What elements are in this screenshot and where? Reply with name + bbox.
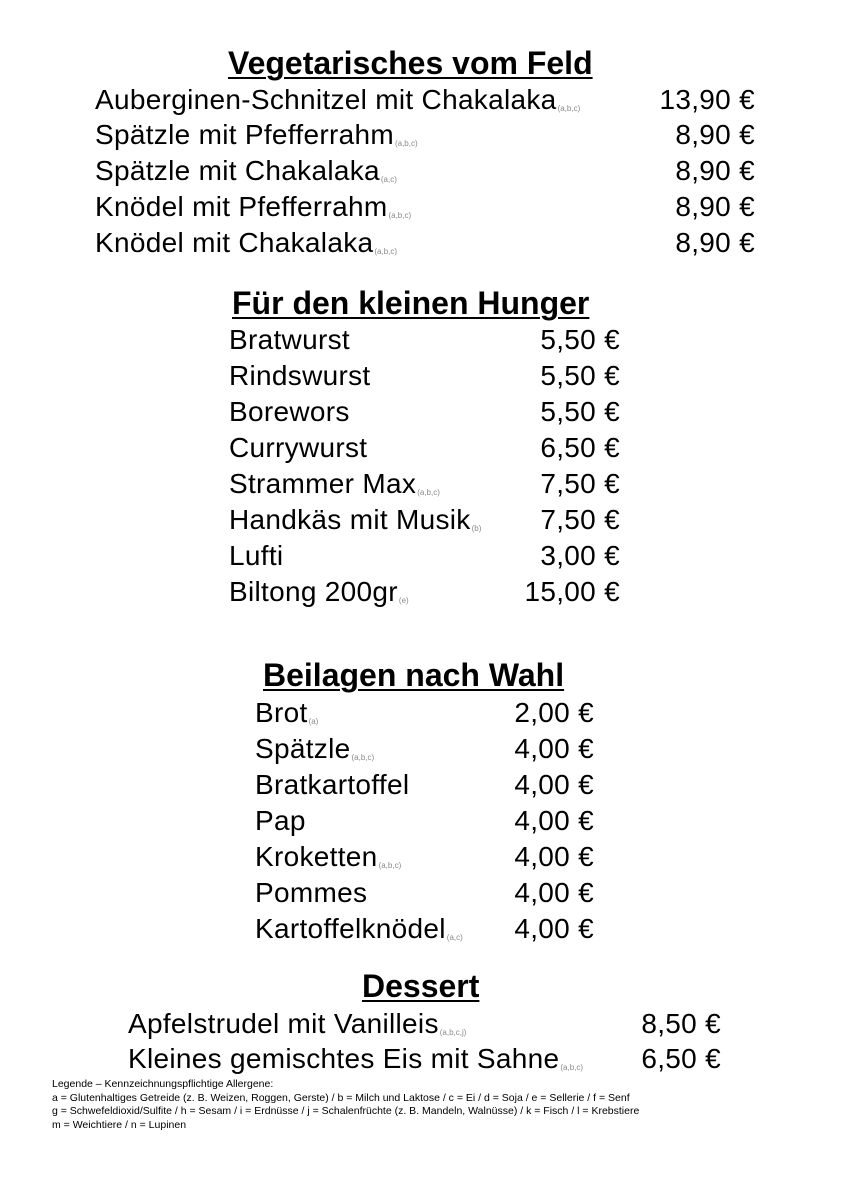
item-name: Pommes bbox=[255, 877, 368, 908]
item-name: Knödel mit Pfefferrahm bbox=[95, 191, 388, 222]
item-price: 8,90 € bbox=[675, 119, 755, 150]
item-name: Borewors bbox=[229, 396, 350, 427]
item-price: 13,90 € bbox=[659, 84, 755, 115]
item-allergens: (a,b,c) bbox=[417, 488, 440, 497]
legend-heading: Legende – Kennzeichnungspflichtige Allergene: bbox=[52, 1078, 274, 1090]
item-name: Spätzle mit Pfefferrahm bbox=[95, 119, 394, 150]
item-name: Kroketten bbox=[255, 841, 378, 872]
item-price: 8,90 € bbox=[675, 191, 755, 222]
item-allergens: (a,b,c) bbox=[378, 861, 402, 870]
item-name: Pap bbox=[255, 805, 306, 836]
item-price: 8,50 € bbox=[641, 1008, 721, 1039]
item-price: 5,50 € bbox=[540, 396, 620, 427]
item-price: 4,00 € bbox=[514, 733, 594, 764]
item-name: Bratwurst bbox=[229, 324, 350, 355]
legend-line: g = Schwefeldioxid/Sulfite / h = Sesam / i = Erdnüsse / j = Schalenfrüchte (z. B. Mandeln, Walnüsse) / k = Fisch / l = Krebstiere bbox=[52, 1105, 640, 1117]
item-name: Auberginen-Schnitzel mit Chakalaka bbox=[95, 84, 557, 115]
item-name: Kartoffelknödel bbox=[255, 913, 446, 944]
item-price: 4,00 € bbox=[514, 877, 594, 908]
item-name: Rindswurst bbox=[229, 360, 371, 391]
item-name: Kleines gemischtes Eis mit Sahne bbox=[128, 1043, 560, 1074]
item-allergens: (a,b,c) bbox=[374, 247, 398, 256]
item-allergens: (a,c) bbox=[380, 175, 397, 184]
item-name: Biltong 200gr bbox=[229, 576, 398, 607]
item-name: Spätzle mit Chakalaka bbox=[95, 155, 380, 186]
item-price: 3,00 € bbox=[540, 540, 620, 571]
item-allergens: (a,c) bbox=[446, 933, 463, 942]
item-name: Brot bbox=[255, 697, 308, 728]
item-price: 8,90 € bbox=[675, 155, 755, 186]
legend-line: a = Glutenhaltiges Getreide (z. B. Weizen, Roggen, Gerste) / b = Milch und Laktose / c = Ei / d = Soja / e = Sellerie / f = Senf bbox=[52, 1091, 630, 1104]
item-price: 4,00 € bbox=[514, 805, 594, 836]
allergen-legend bbox=[52, 1078, 812, 1132]
item-allergens: (b) bbox=[471, 524, 482, 533]
section-title-dessert: Dessert bbox=[362, 968, 480, 1004]
item-allergens: (a,b,c) bbox=[394, 139, 418, 148]
item-price: 8,90 € bbox=[675, 227, 755, 258]
item-name: Lufti bbox=[229, 540, 284, 571]
item-price: 6,50 € bbox=[641, 1043, 721, 1074]
item-name: Handkäs mit Musik bbox=[229, 504, 471, 535]
item-name: Strammer Max bbox=[229, 468, 417, 499]
item-price: 4,00 € bbox=[514, 913, 594, 944]
section-title-kleiner-hunger: Für den kleinen Hunger bbox=[232, 285, 590, 321]
legend-line: m = Weichtiere / n = Lupinen bbox=[52, 1118, 187, 1131]
item-price: 4,00 € bbox=[514, 841, 594, 872]
item-allergens: (a,b,c) bbox=[560, 1063, 584, 1072]
item-allergens: (a,b,c) bbox=[351, 753, 375, 762]
item-price: 7,50 € bbox=[540, 504, 620, 535]
item-price: 5,50 € bbox=[540, 360, 620, 391]
item-allergens: (a,b,c) bbox=[557, 104, 581, 113]
item-price: 7,50 € bbox=[540, 468, 620, 499]
item-name: Knödel mit Chakalaka bbox=[95, 227, 374, 258]
item-name: Currywurst bbox=[229, 432, 368, 463]
item-name: Apfelstrudel mit Vanilleis bbox=[128, 1008, 439, 1039]
item-allergens: (a,b,c) bbox=[388, 211, 412, 220]
item-name: Bratkartoffel bbox=[255, 769, 410, 800]
item-price: 4,00 € bbox=[514, 769, 594, 800]
item-price: 2,00 € bbox=[514, 697, 594, 728]
item-allergens: (a,b,c,j) bbox=[439, 1028, 467, 1037]
item-price: 15,00 € bbox=[524, 576, 620, 607]
section-title-vegetarisch: Vegetarisches vom Feld bbox=[228, 45, 593, 81]
item-price: 5,50 € bbox=[540, 324, 620, 355]
section-title-beilagen: Beilagen nach Wahl bbox=[263, 657, 565, 693]
item-allergens: (a) bbox=[308, 717, 319, 726]
item-price: 6,50 € bbox=[540, 432, 620, 463]
item-allergens: (e) bbox=[398, 596, 409, 605]
item-name: Spätzle bbox=[255, 733, 351, 764]
